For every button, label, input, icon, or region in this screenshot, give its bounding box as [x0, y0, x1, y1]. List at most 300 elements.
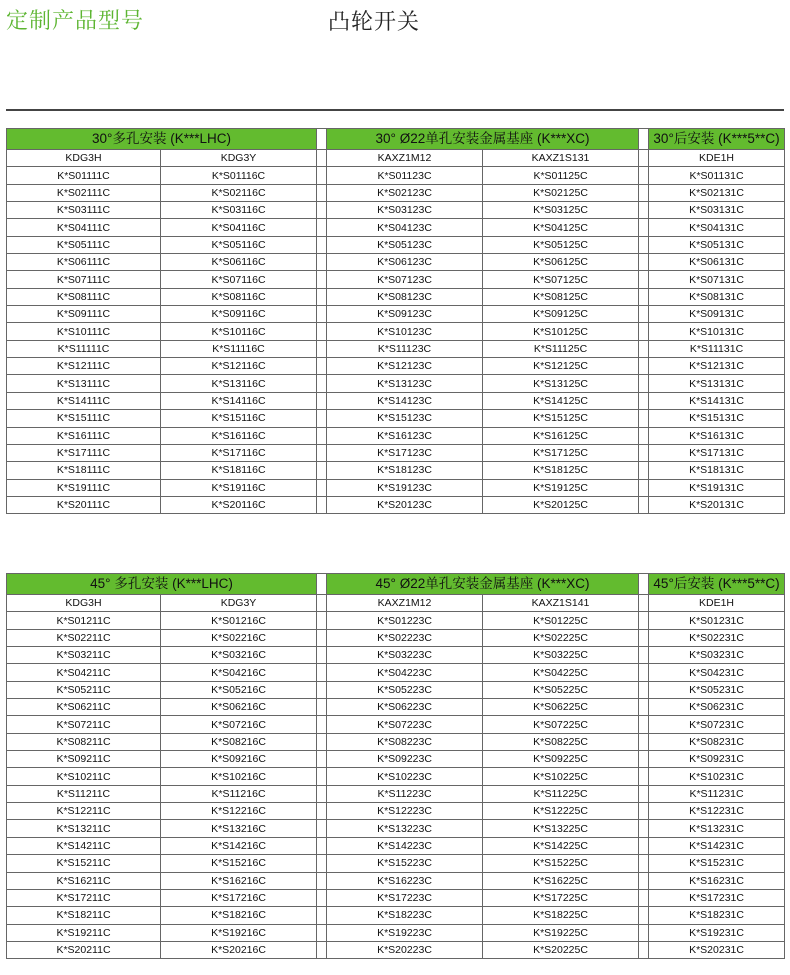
- part-number-cell: K*S18116C: [161, 462, 317, 479]
- column-gap: [639, 574, 649, 595]
- column-gap: [317, 647, 327, 664]
- table-row: [7, 375, 785, 392]
- model-subheader: KDG3H: [7, 150, 161, 167]
- part-number-cell: K*S08231C: [649, 733, 785, 750]
- part-number-cell: K*S03131C: [649, 202, 785, 219]
- table-row: [7, 288, 785, 305]
- part-number-cell: K*S09231C: [649, 751, 785, 768]
- column-gap: [317, 254, 327, 271]
- column-gap: [639, 820, 649, 837]
- part-number-cell: K*S15111C: [7, 410, 161, 427]
- column-gap: [639, 358, 649, 375]
- column-gap: [639, 785, 649, 802]
- column-gap: [317, 629, 327, 646]
- part-number-cell: K*S11123C: [327, 340, 483, 357]
- part-number-cell: K*S09111C: [7, 306, 161, 323]
- part-number-cell: K*S08223C: [327, 733, 483, 750]
- part-number-cell: K*S02216C: [161, 629, 317, 646]
- part-number-cell: K*S09131C: [649, 306, 785, 323]
- part-number-cell: K*S14223C: [327, 837, 483, 854]
- column-gap: [317, 595, 327, 612]
- part-number-cell: K*S19225C: [483, 924, 639, 941]
- table-row: [7, 444, 785, 461]
- table-row: [7, 462, 785, 479]
- part-number-cell: K*S05123C: [327, 236, 483, 253]
- column-gap: [639, 410, 649, 427]
- part-number-cell: K*S13223C: [327, 820, 483, 837]
- table-row: [7, 889, 785, 906]
- part-number-cell: K*S05225C: [483, 681, 639, 698]
- group-title-rear-mount: 30°后安装 (K***5**C): [649, 129, 785, 150]
- table-row: [7, 479, 785, 496]
- part-number-cell: K*S01111C: [7, 167, 161, 184]
- table-row: [7, 410, 785, 427]
- part-number-cell: K*S20231C: [649, 941, 785, 958]
- part-number-cell: K*S06225C: [483, 699, 639, 716]
- part-number-cell: K*S05125C: [483, 236, 639, 253]
- column-gap: [317, 496, 327, 513]
- part-number-cell: K*S17211C: [7, 889, 161, 906]
- model-subheader: KAXZ1M12: [327, 150, 483, 167]
- part-number-cell: K*S03216C: [161, 647, 317, 664]
- part-number-cell: K*S07225C: [483, 716, 639, 733]
- part-number-cell: K*S05111C: [7, 236, 161, 253]
- part-number-cell: K*S20225C: [483, 941, 639, 958]
- part-number-cell: K*S12216C: [161, 803, 317, 820]
- part-number-cell: K*S18216C: [161, 907, 317, 924]
- part-number-cell: K*S13116C: [161, 375, 317, 392]
- part-number-cell: K*S13211C: [7, 820, 161, 837]
- part-number-cell: K*S03225C: [483, 647, 639, 664]
- column-gap: [639, 872, 649, 889]
- column-gap: [317, 941, 327, 958]
- column-gap: [317, 889, 327, 906]
- cam-switch-table-30deg: [6, 128, 785, 514]
- part-number-cell: K*S01123C: [327, 167, 483, 184]
- part-number-cell: K*S12123C: [327, 358, 483, 375]
- part-number-cell: K*S01216C: [161, 612, 317, 629]
- table-row: [7, 167, 785, 184]
- part-number-cell: K*S09211C: [7, 751, 161, 768]
- part-number-cell: K*S06231C: [649, 699, 785, 716]
- column-gap: [317, 288, 327, 305]
- column-gap: [317, 150, 327, 167]
- part-number-cell: K*S15211C: [7, 855, 161, 872]
- part-number-cell: K*S20223C: [327, 941, 483, 958]
- part-number-cell: K*S01131C: [649, 167, 785, 184]
- table-row: [7, 855, 785, 872]
- model-subheader: KDE1H: [649, 595, 785, 612]
- part-number-cell: K*S05223C: [327, 681, 483, 698]
- table-row: [7, 837, 785, 854]
- group-title-single-hole: 45° Ø22单孔安装金属基座 (K***XC): [327, 574, 639, 595]
- column-gap: [639, 768, 649, 785]
- part-number-cell: K*S19211C: [7, 924, 161, 941]
- table-row: [7, 785, 785, 802]
- page-header-left-title: 定制产品型号: [6, 9, 145, 34]
- part-number-cell: K*S20125C: [483, 496, 639, 513]
- table-row: [7, 496, 785, 513]
- part-number-cell: K*S11225C: [483, 785, 639, 802]
- part-number-cell: K*S06123C: [327, 254, 483, 271]
- column-gap: [317, 733, 327, 750]
- column-gap: [639, 219, 649, 236]
- part-number-cell: K*S20131C: [649, 496, 785, 513]
- part-number-cell: K*S03116C: [161, 202, 317, 219]
- table-row: [7, 924, 785, 941]
- table-row: [7, 219, 785, 236]
- column-gap: [639, 202, 649, 219]
- part-number-cell: K*S17123C: [327, 444, 483, 461]
- part-number-cell: K*S15131C: [649, 410, 785, 427]
- column-gap: [317, 444, 327, 461]
- part-number-cell: K*S02211C: [7, 629, 161, 646]
- part-number-cell: K*S02223C: [327, 629, 483, 646]
- part-number-cell: K*S20211C: [7, 941, 161, 958]
- part-number-cell: K*S08111C: [7, 288, 161, 305]
- column-gap: [639, 444, 649, 461]
- part-number-cell: K*S19116C: [161, 479, 317, 496]
- table-row: [7, 664, 785, 681]
- column-gap: [639, 716, 649, 733]
- model-subheader-row: [7, 595, 785, 612]
- part-number-cell: K*S06116C: [161, 254, 317, 271]
- column-gap: [317, 462, 327, 479]
- model-subheader: KAXZ1M12: [327, 595, 483, 612]
- part-number-cell: K*S15216C: [161, 855, 317, 872]
- part-number-cell: K*S04223C: [327, 664, 483, 681]
- column-gap: [639, 129, 649, 150]
- column-gap: [317, 410, 327, 427]
- column-gap: [317, 167, 327, 184]
- column-gap: [639, 941, 649, 958]
- part-number-cell: K*S01116C: [161, 167, 317, 184]
- table-row: [7, 392, 785, 409]
- part-number-cell: K*S08211C: [7, 733, 161, 750]
- column-gap: [639, 462, 649, 479]
- part-number-cell: K*S03223C: [327, 647, 483, 664]
- part-number-cell: K*S10125C: [483, 323, 639, 340]
- column-gap: [639, 629, 649, 646]
- part-number-cell: K*S18231C: [649, 907, 785, 924]
- part-number-cell: K*S01231C: [649, 612, 785, 629]
- cam-switch-table-45deg: [6, 573, 785, 959]
- part-number-cell: K*S13216C: [161, 820, 317, 837]
- part-number-cell: K*S17216C: [161, 889, 317, 906]
- table-row: [7, 184, 785, 201]
- column-gap: [639, 751, 649, 768]
- part-number-cell: K*S12231C: [649, 803, 785, 820]
- part-number-cell: K*S09116C: [161, 306, 317, 323]
- column-gap: [317, 803, 327, 820]
- part-number-cell: K*S12225C: [483, 803, 639, 820]
- part-number-cell: K*S07211C: [7, 716, 161, 733]
- part-number-cell: K*S04111C: [7, 219, 161, 236]
- part-number-cell: K*S14111C: [7, 392, 161, 409]
- part-number-cell: K*S06223C: [327, 699, 483, 716]
- column-gap: [639, 184, 649, 201]
- column-gap: [317, 855, 327, 872]
- model-subheader: KAXZ1S131: [483, 150, 639, 167]
- part-number-cell: K*S13125C: [483, 375, 639, 392]
- part-number-cell: K*S17125C: [483, 444, 639, 461]
- part-number-cell: K*S13225C: [483, 820, 639, 837]
- part-number-cell: K*S11211C: [7, 785, 161, 802]
- column-gap: [639, 288, 649, 305]
- column-gap: [317, 837, 327, 854]
- part-number-cell: K*S11125C: [483, 340, 639, 357]
- part-number-cell: K*S19125C: [483, 479, 639, 496]
- column-gap: [317, 785, 327, 802]
- part-number-cell: K*S07216C: [161, 716, 317, 733]
- part-number-cell: K*S19223C: [327, 924, 483, 941]
- column-gap: [317, 664, 327, 681]
- part-number-cell: K*S14125C: [483, 392, 639, 409]
- part-number-cell: K*S19123C: [327, 479, 483, 496]
- part-number-cell: K*S04125C: [483, 219, 639, 236]
- part-number-cell: K*S03211C: [7, 647, 161, 664]
- table-row: [7, 612, 785, 629]
- column-gap: [317, 271, 327, 288]
- column-gap: [639, 733, 649, 750]
- part-number-cell: K*S12211C: [7, 803, 161, 820]
- table-row: [7, 340, 785, 357]
- table-row: [7, 872, 785, 889]
- part-number-cell: K*S15123C: [327, 410, 483, 427]
- column-gap: [317, 306, 327, 323]
- part-number-cell: K*S04116C: [161, 219, 317, 236]
- column-gap: [639, 323, 649, 340]
- part-number-cell: K*S08116C: [161, 288, 317, 305]
- group-title-multi-hole: 45° 多孔安装 (K***LHC): [7, 574, 317, 595]
- column-gap: [317, 768, 327, 785]
- part-number-cell: K*S12131C: [649, 358, 785, 375]
- group-title-row: [7, 574, 785, 595]
- part-number-cell: K*S17131C: [649, 444, 785, 461]
- part-number-cell: K*S06111C: [7, 254, 161, 271]
- column-gap: [639, 612, 649, 629]
- part-number-cell: K*S16211C: [7, 872, 161, 889]
- part-number-cell: K*S17111C: [7, 444, 161, 461]
- part-number-cell: K*S12223C: [327, 803, 483, 820]
- column-gap: [317, 427, 327, 444]
- part-number-cell: K*S08125C: [483, 288, 639, 305]
- part-number-cell: K*S06125C: [483, 254, 639, 271]
- part-number-cell: K*S03125C: [483, 202, 639, 219]
- part-number-cell: K*S19131C: [649, 479, 785, 496]
- part-number-cell: K*S17225C: [483, 889, 639, 906]
- part-number-cell: K*S14123C: [327, 392, 483, 409]
- part-number-cell: K*S19216C: [161, 924, 317, 941]
- part-number-cell: K*S07223C: [327, 716, 483, 733]
- part-number-cell: K*S13131C: [649, 375, 785, 392]
- part-number-cell: K*S15225C: [483, 855, 639, 872]
- part-number-cell: K*S09225C: [483, 751, 639, 768]
- part-number-cell: K*S19111C: [7, 479, 161, 496]
- part-number-cell: K*S11231C: [649, 785, 785, 802]
- table-row: [7, 681, 785, 698]
- part-number-cell: K*S03111C: [7, 202, 161, 219]
- column-gap: [317, 872, 327, 889]
- part-number-cell: K*S04131C: [649, 219, 785, 236]
- column-gap: [639, 889, 649, 906]
- part-number-cell: K*S15231C: [649, 855, 785, 872]
- part-number-cell: K*S04231C: [649, 664, 785, 681]
- part-number-cell: K*S14116C: [161, 392, 317, 409]
- part-number-cell: K*S02225C: [483, 629, 639, 646]
- part-number-cell: K*S15116C: [161, 410, 317, 427]
- part-number-cell: K*S01223C: [327, 612, 483, 629]
- part-number-cell: K*S17116C: [161, 444, 317, 461]
- part-number-cell: K*S15223C: [327, 855, 483, 872]
- part-number-cell: K*S11131C: [649, 340, 785, 357]
- column-gap: [317, 392, 327, 409]
- column-gap: [639, 340, 649, 357]
- part-number-cell: K*S09123C: [327, 306, 483, 323]
- part-number-cell: K*S02111C: [7, 184, 161, 201]
- part-number-cell: K*S02231C: [649, 629, 785, 646]
- part-number-cell: K*S10231C: [649, 768, 785, 785]
- table-row: [7, 716, 785, 733]
- part-number-cell: K*S17231C: [649, 889, 785, 906]
- part-number-cell: K*S12111C: [7, 358, 161, 375]
- column-gap: [317, 202, 327, 219]
- column-gap: [639, 803, 649, 820]
- column-gap: [317, 907, 327, 924]
- part-number-cell: K*S14231C: [649, 837, 785, 854]
- part-number-cell: K*S07123C: [327, 271, 483, 288]
- table-row: [7, 699, 785, 716]
- column-gap: [317, 219, 327, 236]
- column-gap: [317, 751, 327, 768]
- part-number-cell: K*S20116C: [161, 496, 317, 513]
- part-number-cell: K*S16131C: [649, 427, 785, 444]
- part-number-cell: K*S09223C: [327, 751, 483, 768]
- column-gap: [639, 681, 649, 698]
- group-title-single-hole: 30° Ø22单孔安装金属基座 (K***XC): [327, 129, 639, 150]
- part-number-cell: K*S07125C: [483, 271, 639, 288]
- part-number-cell: K*S07111C: [7, 271, 161, 288]
- part-number-cell: K*S07131C: [649, 271, 785, 288]
- part-number-cell: K*S02125C: [483, 184, 639, 201]
- column-gap: [317, 358, 327, 375]
- model-subheader: KDG3H: [7, 595, 161, 612]
- part-number-cell: K*S17223C: [327, 889, 483, 906]
- part-number-cell: K*S10216C: [161, 768, 317, 785]
- column-gap: [317, 716, 327, 733]
- part-number-cell: K*S04216C: [161, 664, 317, 681]
- column-gap: [317, 479, 327, 496]
- table-row: [7, 427, 785, 444]
- part-number-cell: K*S05116C: [161, 236, 317, 253]
- table-row: [7, 271, 785, 288]
- column-gap: [639, 254, 649, 271]
- table-row: [7, 768, 785, 785]
- table-row: [7, 254, 785, 271]
- part-number-cell: K*S10111C: [7, 323, 161, 340]
- part-number-cell: K*S20216C: [161, 941, 317, 958]
- part-number-cell: K*S06211C: [7, 699, 161, 716]
- part-number-cell: K*S18223C: [327, 907, 483, 924]
- column-gap: [639, 837, 649, 854]
- part-number-cell: K*S15125C: [483, 410, 639, 427]
- part-number-cell: K*S01125C: [483, 167, 639, 184]
- table-row: [7, 733, 785, 750]
- part-number-cell: K*S10116C: [161, 323, 317, 340]
- table-row: [7, 820, 785, 837]
- part-number-cell: K*S18125C: [483, 462, 639, 479]
- column-gap: [317, 681, 327, 698]
- part-number-cell: K*S16225C: [483, 872, 639, 889]
- part-number-cell: K*S12116C: [161, 358, 317, 375]
- part-number-cell: K*S14216C: [161, 837, 317, 854]
- page-header-center-title: 凸轮开关: [328, 10, 421, 35]
- part-number-cell: K*S16116C: [161, 427, 317, 444]
- table-row: [7, 751, 785, 768]
- column-gap: [639, 479, 649, 496]
- part-number-cell: K*S02131C: [649, 184, 785, 201]
- table-row: [7, 323, 785, 340]
- column-gap: [639, 375, 649, 392]
- part-number-cell: K*S09125C: [483, 306, 639, 323]
- part-number-cell: K*S01225C: [483, 612, 639, 629]
- column-gap: [317, 924, 327, 941]
- part-number-cell: K*S12125C: [483, 358, 639, 375]
- table-row: [7, 629, 785, 646]
- part-number-cell: K*S14131C: [649, 392, 785, 409]
- part-number-cell: K*S06216C: [161, 699, 317, 716]
- part-number-cell: K*S06131C: [649, 254, 785, 271]
- header-divider: [6, 109, 784, 111]
- part-number-cell: K*S16223C: [327, 872, 483, 889]
- part-number-cell: K*S18131C: [649, 462, 785, 479]
- part-number-cell: K*S07231C: [649, 716, 785, 733]
- column-gap: [317, 184, 327, 201]
- part-number-cell: K*S04225C: [483, 664, 639, 681]
- column-gap: [639, 647, 649, 664]
- column-gap: [639, 271, 649, 288]
- column-gap: [639, 664, 649, 681]
- column-gap: [317, 612, 327, 629]
- table-row: [7, 306, 785, 323]
- column-gap: [639, 427, 649, 444]
- column-gap: [639, 699, 649, 716]
- table-row: [7, 803, 785, 820]
- table-row: [7, 202, 785, 219]
- part-number-cell: K*S13111C: [7, 375, 161, 392]
- column-gap: [639, 167, 649, 184]
- part-number-cell: K*S18225C: [483, 907, 639, 924]
- part-number-cell: K*S13231C: [649, 820, 785, 837]
- part-number-cell: K*S01211C: [7, 612, 161, 629]
- column-gap: [317, 574, 327, 595]
- part-number-cell: K*S02123C: [327, 184, 483, 201]
- part-number-cell: K*S04123C: [327, 219, 483, 236]
- part-number-cell: K*S07116C: [161, 271, 317, 288]
- column-gap: [639, 496, 649, 513]
- model-subheader: KDG3Y: [161, 595, 317, 612]
- part-number-cell: K*S02116C: [161, 184, 317, 201]
- part-number-cell: K*S11216C: [161, 785, 317, 802]
- part-number-cell: K*S11223C: [327, 785, 483, 802]
- model-subheader: KDE1H: [649, 150, 785, 167]
- table-row: [7, 941, 785, 958]
- column-gap: [317, 375, 327, 392]
- group-title-row: [7, 129, 785, 150]
- column-gap: [639, 595, 649, 612]
- column-gap: [639, 306, 649, 323]
- column-gap: [317, 699, 327, 716]
